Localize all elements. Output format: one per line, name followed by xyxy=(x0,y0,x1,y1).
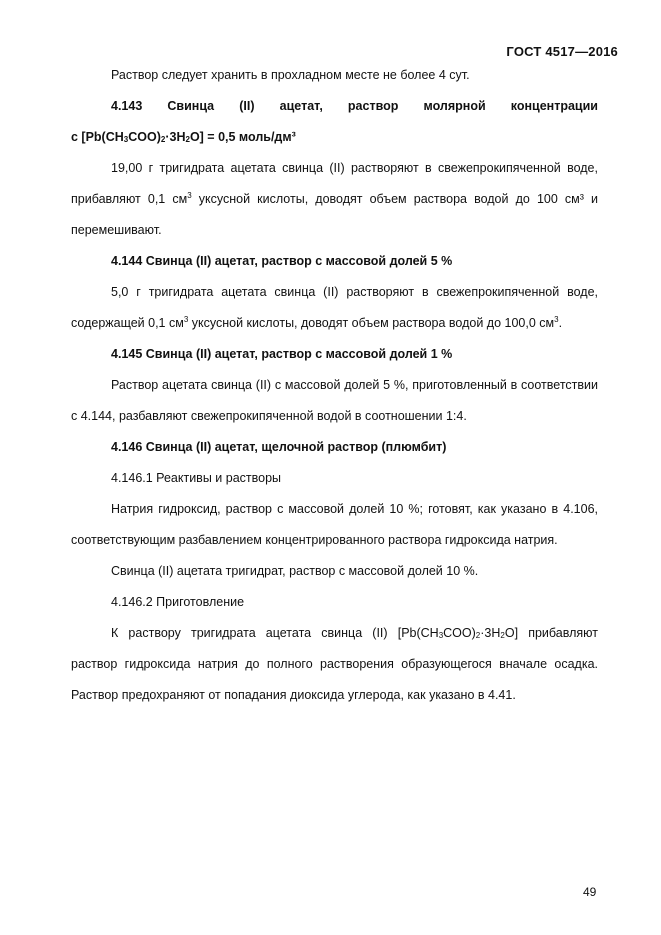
paragraph-lead-acetate: Свинца (II) ацетата тригидрат, раствор с массовой долей 10 %. xyxy=(111,564,479,578)
paragraph-4-143: 19,00 г тригидрата ацетата свинца (II) растворяют в свежепрокипяченной воде, прибавляют 0,1 $см^3$ уксусной кислоты, доводят объем раствора водой до 100 см³ и перемешивают. xyxy=(71,161,598,237)
section-heading-4-145: 4.145 Свинца (II) ацетат, раствор с массовой долей 1 % xyxy=(111,347,453,361)
document-body xyxy=(71,60,598,711)
subsection-4-146-1: 4.146.1 Реактивы и растворы xyxy=(111,471,282,485)
section-heading-4-144: 4.144 Свинца (II) ацетат, раствор с массовой долей 5 % xyxy=(111,254,453,268)
paragraph-4-145: Раствор ацетата свинца (II) с массовой долей 5 %, приготовленный в соответствии с 4.144, разбавляют свежепрокипяченной водой в соотношении 1:4. xyxy=(71,378,598,423)
paragraph-preparation: К раствору тригидрата ацетата свинца (II) $[Pb(CH_3COO)_2\cdot 3H_2O]$ прибавляют раствор гидроксида натрия до полного растворения образующегося вначале осадка. Раствор предохраняют от попадания диоксида углерода, как указано в 4.41. xyxy=(71,626,598,702)
section-heading-4-143: 4.143 Свинца (II) ацетат, раствор молярной концентрации xyxy=(111,99,598,113)
paragraph-storage: Раствор следует хранить в прохладном месте не более 4 сут. xyxy=(111,68,470,82)
paragraph-naoh: Натрия гидроксид, раствор с массовой долей 10 %; готовят, как указано в 4.106, соответствующим разбавлением концентрированного раствора гидроксида натрия. xyxy=(71,502,598,547)
subsection-4-146-2: 4.146.2 Приготовление xyxy=(111,595,245,609)
page-number: 49 xyxy=(583,885,597,899)
section-heading-4-143-formula: с $[Pb(CH_3COO)_2\cdot 3H_2O] = 0,5$ моль/дм³ xyxy=(71,130,296,144)
paragraph-4-144: 5,0 г тригидрата ацетата свинца (II) растворяют в свежепрокипяченной воде, содержащей 0,1 $см^3$ уксусной кислоты, доводят объем раствора водой до 100,0 $см^3$. xyxy=(71,285,598,330)
section-heading-4-146: 4.146 Свинца (II) ацетат, щелочной раствор (плюмбит) xyxy=(111,440,447,454)
document-code: ГОСТ 4517—2016 xyxy=(506,44,618,59)
